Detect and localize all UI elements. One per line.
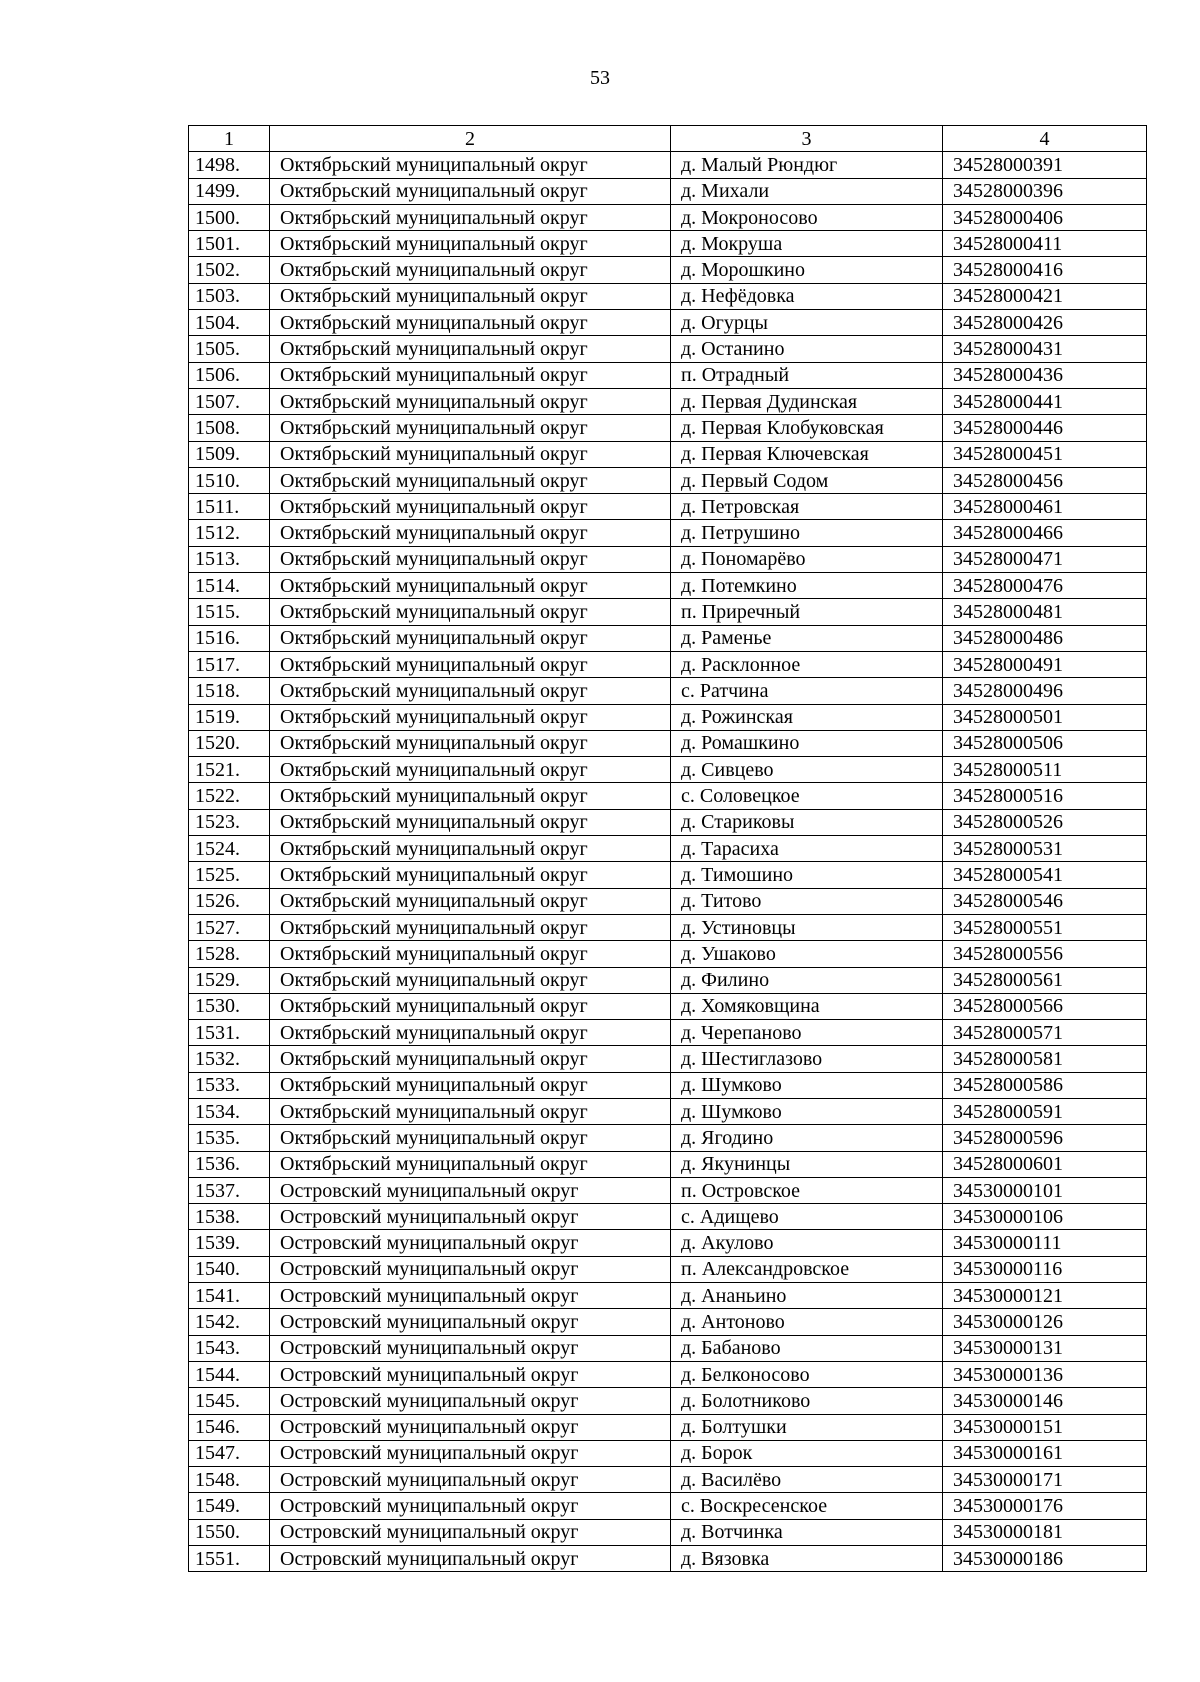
district-name: Октябрьский муниципальный округ <box>270 467 671 493</box>
row-number: 1500. <box>189 204 270 230</box>
oktmo-code: 34528000471 <box>943 546 1147 572</box>
oktmo-code: 34530000186 <box>943 1546 1147 1572</box>
settlement-name: п. Отрадный <box>671 362 943 388</box>
settlement-name: д. Болтушки <box>671 1414 943 1440</box>
table-row <box>189 1546 1147 1572</box>
row-number: 1535. <box>189 1125 270 1151</box>
table-row <box>189 1125 1147 1151</box>
oktmo-code: 34528000551 <box>943 914 1147 940</box>
settlement-name: д. Борок <box>671 1440 943 1466</box>
settlements-table <box>188 125 1147 1572</box>
table-row <box>189 310 1147 336</box>
district-name: Октябрьский муниципальный округ <box>270 520 671 546</box>
district-name: Октябрьский муниципальный округ <box>270 625 671 651</box>
row-number: 1507. <box>189 388 270 414</box>
oktmo-code: 34528000541 <box>943 862 1147 888</box>
table-row <box>189 1204 1147 1230</box>
settlement-name: д. Черепаново <box>671 1020 943 1046</box>
settlement-name: д. Ромашкино <box>671 730 943 756</box>
oktmo-code: 34528000396 <box>943 178 1147 204</box>
district-name: Октябрьский муниципальный округ <box>270 651 671 677</box>
settlement-name: д. Хомяковщина <box>671 993 943 1019</box>
district-name: Октябрьский муниципальный округ <box>270 362 671 388</box>
district-name: Октябрьский муниципальный округ <box>270 783 671 809</box>
settlement-name: п. Александровское <box>671 1256 943 1282</box>
oktmo-code: 34528000566 <box>943 993 1147 1019</box>
row-number: 1540. <box>189 1256 270 1282</box>
table-row <box>189 1493 1147 1519</box>
table-row <box>189 546 1147 572</box>
row-number: 1512. <box>189 520 270 546</box>
oktmo-code: 34528000586 <box>943 1072 1147 1098</box>
district-name: Октябрьский муниципальный округ <box>270 152 671 178</box>
row-number: 1538. <box>189 1204 270 1230</box>
settlement-name: п. Приречный <box>671 599 943 625</box>
table-row <box>189 809 1147 835</box>
table-row <box>189 178 1147 204</box>
district-name: Октябрьский муниципальный округ <box>270 441 671 467</box>
district-name: Октябрьский муниципальный округ <box>270 730 671 756</box>
district-name: Октябрьский муниципальный округ <box>270 231 671 257</box>
district-name: Октябрьский муниципальный округ <box>270 573 671 599</box>
settlement-name: с. Воскресенское <box>671 1493 943 1519</box>
settlement-name: д. Антоново <box>671 1309 943 1335</box>
table-row <box>189 441 1147 467</box>
oktmo-code: 34528000426 <box>943 310 1147 336</box>
row-number: 1504. <box>189 310 270 336</box>
row-number: 1499. <box>189 178 270 204</box>
row-number: 1528. <box>189 941 270 967</box>
table-row <box>189 520 1147 546</box>
district-name: Октябрьский муниципальный округ <box>270 757 671 783</box>
row-number: 1505. <box>189 336 270 362</box>
oktmo-code: 34530000101 <box>943 1177 1147 1203</box>
table-row <box>189 1519 1147 1545</box>
table-row <box>189 1256 1147 1282</box>
row-number: 1522. <box>189 783 270 809</box>
table-row <box>189 941 1147 967</box>
district-name: Октябрьский муниципальный округ <box>270 546 671 572</box>
settlement-name: д. Потемкино <box>671 573 943 599</box>
oktmo-code: 34528000496 <box>943 678 1147 704</box>
row-number: 1546. <box>189 1414 270 1440</box>
oktmo-code: 34528000511 <box>943 757 1147 783</box>
table-row <box>189 862 1147 888</box>
row-number: 1533. <box>189 1072 270 1098</box>
district-name: Октябрьский муниципальный округ <box>270 1072 671 1098</box>
table-row <box>189 757 1147 783</box>
settlement-name: д. Петрушино <box>671 520 943 546</box>
row-number: 1542. <box>189 1309 270 1335</box>
table-body <box>189 152 1147 1572</box>
table-header <box>189 126 1147 152</box>
district-name: Октябрьский муниципальный округ <box>270 1151 671 1177</box>
district-name: Островский муниципальный округ <box>270 1283 671 1309</box>
oktmo-code: 34528000406 <box>943 204 1147 230</box>
oktmo-code: 34530000131 <box>943 1335 1147 1361</box>
district-name: Октябрьский муниципальный округ <box>270 388 671 414</box>
row-number: 1544. <box>189 1361 270 1387</box>
district-name: Октябрьский муниципальный округ <box>270 941 671 967</box>
oktmo-code: 34530000171 <box>943 1467 1147 1493</box>
row-number: 1520. <box>189 730 270 756</box>
oktmo-code: 34528000531 <box>943 836 1147 862</box>
settlement-name: д. Василёво <box>671 1467 943 1493</box>
district-name: Октябрьский муниципальный округ <box>270 862 671 888</box>
settlement-name: д. Якунинцы <box>671 1151 943 1177</box>
district-name: Октябрьский муниципальный округ <box>270 310 671 336</box>
settlement-name: д. Ананьино <box>671 1283 943 1309</box>
district-name: Островский муниципальный округ <box>270 1256 671 1282</box>
table-row <box>189 1072 1147 1098</box>
oktmo-code: 34530000161 <box>943 1440 1147 1466</box>
settlement-name: д. Морошкино <box>671 257 943 283</box>
district-name: Октябрьский муниципальный округ <box>270 257 671 283</box>
oktmo-code: 34528000411 <box>943 231 1147 257</box>
district-name: Октябрьский муниципальный округ <box>270 888 671 914</box>
oktmo-code: 34530000126 <box>943 1309 1147 1335</box>
oktmo-code: 34528000481 <box>943 599 1147 625</box>
district-name: Октябрьский муниципальный округ <box>270 967 671 993</box>
settlement-name: д. Расклонное <box>671 651 943 677</box>
table-row <box>189 1414 1147 1440</box>
row-number: 1534. <box>189 1098 270 1124</box>
settlement-name: д. Стариковы <box>671 809 943 835</box>
row-number: 1524. <box>189 836 270 862</box>
district-name: Островский муниципальный округ <box>270 1335 671 1361</box>
table-row <box>189 651 1147 677</box>
settlement-name: д. Первая Ключевская <box>671 441 943 467</box>
oktmo-code: 34528000571 <box>943 1020 1147 1046</box>
district-name: Островский муниципальный округ <box>270 1204 671 1230</box>
row-number: 1541. <box>189 1283 270 1309</box>
oktmo-code: 34528000476 <box>943 573 1147 599</box>
settlement-name: д. Первый Содом <box>671 467 943 493</box>
settlement-name: с. Соловецкое <box>671 783 943 809</box>
header-col-3: 3 <box>671 126 943 152</box>
oktmo-code: 34528000561 <box>943 967 1147 993</box>
oktmo-code: 34528000431 <box>943 336 1147 362</box>
table-row <box>189 1177 1147 1203</box>
table-row <box>189 388 1147 414</box>
row-number: 1517. <box>189 651 270 677</box>
district-name: Островский муниципальный округ <box>270 1440 671 1466</box>
oktmo-code: 34528000391 <box>943 152 1147 178</box>
row-number: 1516. <box>189 625 270 651</box>
settlement-name: д. Тарасиха <box>671 836 943 862</box>
oktmo-code: 34528000421 <box>943 283 1147 309</box>
oktmo-code: 34528000581 <box>943 1046 1147 1072</box>
row-number: 1509. <box>189 441 270 467</box>
settlement-name: д. Михали <box>671 178 943 204</box>
row-number: 1530. <box>189 993 270 1019</box>
table-row <box>189 730 1147 756</box>
row-number: 1511. <box>189 494 270 520</box>
table-row <box>189 1467 1147 1493</box>
settlement-name: д. Первая Клобуковская <box>671 415 943 441</box>
row-number: 1537. <box>189 1177 270 1203</box>
settlement-name: д. Вязовка <box>671 1546 943 1572</box>
oktmo-code: 34530000176 <box>943 1493 1147 1519</box>
oktmo-code: 34530000111 <box>943 1230 1147 1256</box>
table-row <box>189 1309 1147 1335</box>
row-number: 1521. <box>189 757 270 783</box>
row-number: 1548. <box>189 1467 270 1493</box>
table-row <box>189 1151 1147 1177</box>
settlement-name: д. Ушаково <box>671 941 943 967</box>
district-name: Октябрьский муниципальный округ <box>270 836 671 862</box>
district-name: Островский муниципальный округ <box>270 1361 671 1387</box>
settlement-name: д. Устиновцы <box>671 914 943 940</box>
oktmo-code: 34530000121 <box>943 1283 1147 1309</box>
oktmo-code: 34528000516 <box>943 783 1147 809</box>
table-row <box>189 362 1147 388</box>
district-name: Октябрьский муниципальный округ <box>270 1098 671 1124</box>
row-number: 1532. <box>189 1046 270 1072</box>
row-number: 1539. <box>189 1230 270 1256</box>
row-number: 1536. <box>189 1151 270 1177</box>
table-row <box>189 283 1147 309</box>
district-name: Октябрьский муниципальный округ <box>270 914 671 940</box>
district-name: Островский муниципальный округ <box>270 1546 671 1572</box>
settlement-name: д. Раменье <box>671 625 943 651</box>
settlement-name: д. Останино <box>671 336 943 362</box>
district-name: Октябрьский муниципальный округ <box>270 1046 671 1072</box>
oktmo-code: 34528000456 <box>943 467 1147 493</box>
district-name: Октябрьский муниципальный округ <box>270 599 671 625</box>
district-name: Октябрьский муниципальный округ <box>270 204 671 230</box>
row-number: 1515. <box>189 599 270 625</box>
table-row <box>189 914 1147 940</box>
table-row <box>189 1361 1147 1387</box>
table-row <box>189 678 1147 704</box>
district-name: Октябрьский муниципальный округ <box>270 678 671 704</box>
settlement-name: д. Огурцы <box>671 310 943 336</box>
district-name: Октябрьский муниципальный округ <box>270 415 671 441</box>
oktmo-code: 34528000416 <box>943 257 1147 283</box>
table-row <box>189 231 1147 257</box>
settlement-name: д. Шестиглазово <box>671 1046 943 1072</box>
district-name: Октябрьский муниципальный округ <box>270 809 671 835</box>
oktmo-code: 34528000546 <box>943 888 1147 914</box>
row-number: 1543. <box>189 1335 270 1361</box>
row-number: 1502. <box>189 257 270 283</box>
table-row <box>189 1283 1147 1309</box>
oktmo-code: 34528000466 <box>943 520 1147 546</box>
table-row <box>189 152 1147 178</box>
settlement-name: с. Ратчина <box>671 678 943 704</box>
oktmo-code: 34528000506 <box>943 730 1147 756</box>
district-name: Островский муниципальный округ <box>270 1309 671 1335</box>
oktmo-code: 34528000591 <box>943 1098 1147 1124</box>
district-name: Октябрьский муниципальный округ <box>270 494 671 520</box>
district-name: Октябрьский муниципальный округ <box>270 336 671 362</box>
oktmo-code: 34528000446 <box>943 415 1147 441</box>
oktmo-code: 34528000526 <box>943 809 1147 835</box>
oktmo-code: 34528000501 <box>943 704 1147 730</box>
row-number: 1549. <box>189 1493 270 1519</box>
settlement-name: д. Шумково <box>671 1098 943 1124</box>
settlement-name: д. Рожинская <box>671 704 943 730</box>
oktmo-code: 34528000441 <box>943 388 1147 414</box>
header-col-2: 2 <box>270 126 671 152</box>
table-row <box>189 1098 1147 1124</box>
table-row <box>189 836 1147 862</box>
table-row <box>189 204 1147 230</box>
district-name: Островский муниципальный округ <box>270 1414 671 1440</box>
oktmo-code: 34528000486 <box>943 625 1147 651</box>
row-number: 1523. <box>189 809 270 835</box>
oktmo-code: 34528000596 <box>943 1125 1147 1151</box>
row-number: 1514. <box>189 573 270 599</box>
table-row <box>189 573 1147 599</box>
settlement-name: д. Бабаново <box>671 1335 943 1361</box>
header-col-4: 4 <box>943 126 1147 152</box>
settlement-name: д. Малый Рюндюг <box>671 152 943 178</box>
table-row <box>189 1388 1147 1414</box>
row-number: 1525. <box>189 862 270 888</box>
district-name: Островский муниципальный округ <box>270 1388 671 1414</box>
table-row <box>189 888 1147 914</box>
settlement-name: п. Островское <box>671 1177 943 1203</box>
oktmo-code: 34528000556 <box>943 941 1147 967</box>
settlement-name: с. Адищево <box>671 1204 943 1230</box>
settlement-name: д. Сивцево <box>671 757 943 783</box>
district-name: Октябрьский муниципальный округ <box>270 283 671 309</box>
row-number: 1550. <box>189 1519 270 1545</box>
oktmo-code: 34530000146 <box>943 1388 1147 1414</box>
oktmo-code: 34528000491 <box>943 651 1147 677</box>
settlement-name: д. Тимошино <box>671 862 943 888</box>
district-name: Октябрьский муниципальный округ <box>270 178 671 204</box>
table-row <box>189 494 1147 520</box>
settlement-name: д. Шумково <box>671 1072 943 1098</box>
row-number: 1529. <box>189 967 270 993</box>
row-number: 1513. <box>189 546 270 572</box>
table-row <box>189 415 1147 441</box>
settlement-name: д. Пономарёво <box>671 546 943 572</box>
settlement-name: д. Титово <box>671 888 943 914</box>
oktmo-code: 34528000601 <box>943 1151 1147 1177</box>
row-number: 1506. <box>189 362 270 388</box>
header-col-1: 1 <box>189 126 270 152</box>
oktmo-code: 34528000461 <box>943 494 1147 520</box>
row-number: 1510. <box>189 467 270 493</box>
settlement-name: д. Вотчинка <box>671 1519 943 1545</box>
settlement-name: д. Ягодино <box>671 1125 943 1151</box>
row-number: 1503. <box>189 283 270 309</box>
settlement-name: д. Акулово <box>671 1230 943 1256</box>
settlement-name: д. Болотниково <box>671 1388 943 1414</box>
oktmo-code: 34530000116 <box>943 1256 1147 1282</box>
row-number: 1545. <box>189 1388 270 1414</box>
district-name: Октябрьский муниципальный округ <box>270 1125 671 1151</box>
district-name: Октябрьский муниципальный округ <box>270 704 671 730</box>
district-name: Островский муниципальный округ <box>270 1230 671 1256</box>
header-row <box>189 126 1147 152</box>
settlement-name: д. Филино <box>671 967 943 993</box>
row-number: 1518. <box>189 678 270 704</box>
district-name: Октябрьский муниципальный округ <box>270 1020 671 1046</box>
table-row <box>189 625 1147 651</box>
district-name: Островский муниципальный округ <box>270 1519 671 1545</box>
table-row <box>189 1046 1147 1072</box>
table-row <box>189 467 1147 493</box>
settlement-name: д. Нефёдовка <box>671 283 943 309</box>
district-name: Островский муниципальный округ <box>270 1177 671 1203</box>
district-name: Островский муниципальный округ <box>270 1493 671 1519</box>
row-number: 1498. <box>189 152 270 178</box>
table-row <box>189 783 1147 809</box>
table-row <box>189 967 1147 993</box>
settlement-name: д. Мокроносово <box>671 204 943 230</box>
row-number: 1531. <box>189 1020 270 1046</box>
table-row <box>189 1230 1147 1256</box>
table-row <box>189 599 1147 625</box>
settlement-name: д. Мокруша <box>671 231 943 257</box>
table-row <box>189 336 1147 362</box>
table-row <box>189 993 1147 1019</box>
settlement-name: д. Первая Дудинская <box>671 388 943 414</box>
table-row <box>189 1020 1147 1046</box>
oktmo-code: 34530000151 <box>943 1414 1147 1440</box>
row-number: 1519. <box>189 704 270 730</box>
settlement-name: д. Белконосово <box>671 1361 943 1387</box>
table-row <box>189 257 1147 283</box>
district-name: Октябрьский муниципальный округ <box>270 993 671 1019</box>
row-number: 1547. <box>189 1440 270 1466</box>
row-number: 1551. <box>189 1546 270 1572</box>
table-row <box>189 1335 1147 1361</box>
table-row <box>189 1440 1147 1466</box>
row-number: 1527. <box>189 914 270 940</box>
row-number: 1508. <box>189 415 270 441</box>
oktmo-code: 34528000436 <box>943 362 1147 388</box>
oktmo-code: 34530000106 <box>943 1204 1147 1230</box>
oktmo-code: 34530000136 <box>943 1361 1147 1387</box>
district-name: Островский муниципальный округ <box>270 1467 671 1493</box>
settlement-name: д. Петровская <box>671 494 943 520</box>
oktmo-code: 34528000451 <box>943 441 1147 467</box>
table-row <box>189 704 1147 730</box>
oktmo-code: 34530000181 <box>943 1519 1147 1545</box>
row-number: 1501. <box>189 231 270 257</box>
page-number: 53 <box>590 67 610 89</box>
row-number: 1526. <box>189 888 270 914</box>
